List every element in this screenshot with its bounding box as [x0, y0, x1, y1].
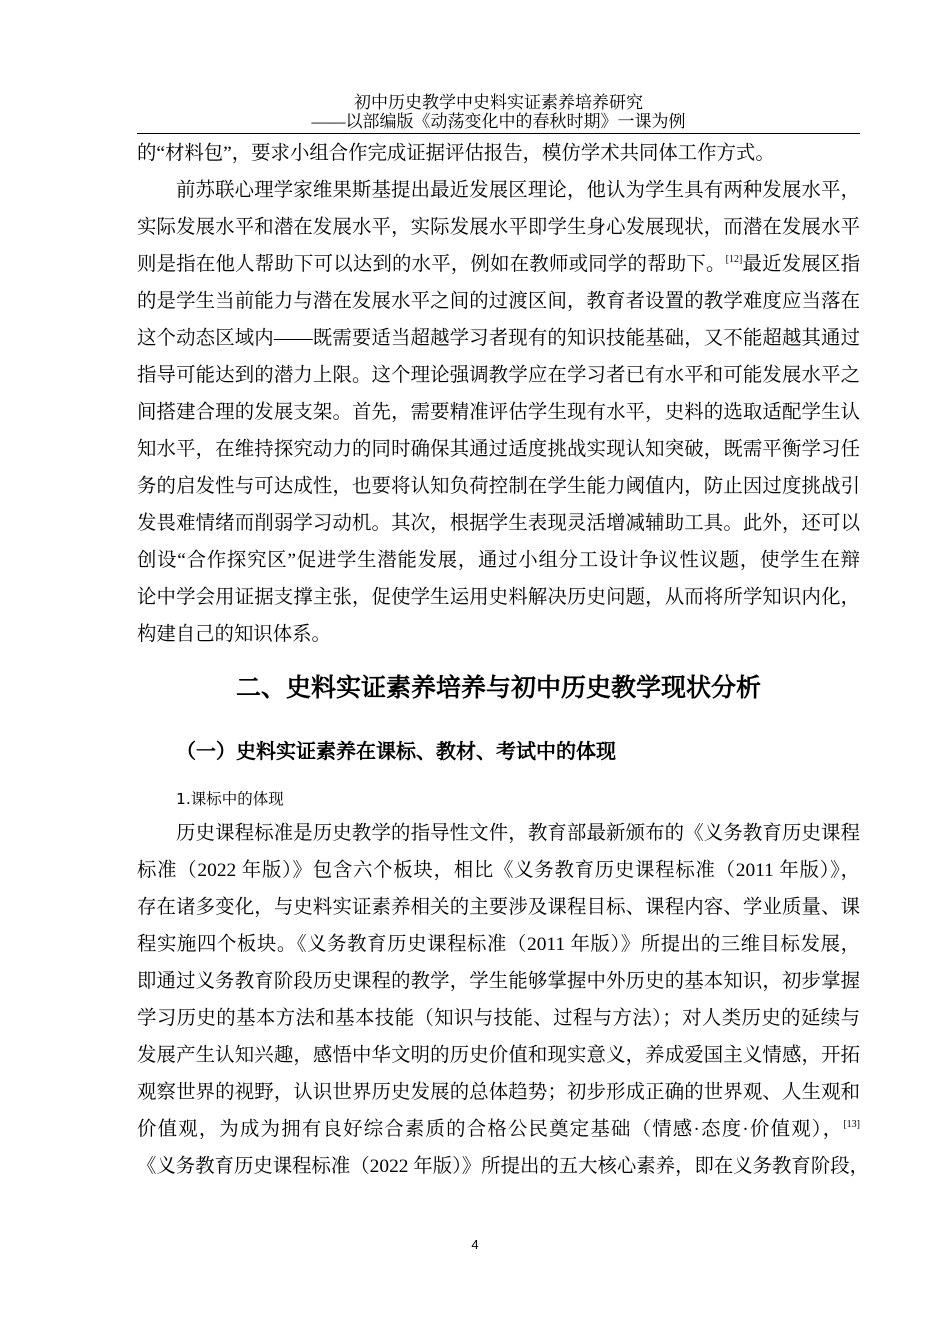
text-line-content: 这个动态区域内——既需要适当超越学习者现有的知识技能基础，又不能超越其通过	[137, 328, 860, 349]
text-line-content: 知水平，在维持探究动力的同时确保其通过适度挑战实现认知突破，既需平衡学习任	[137, 439, 860, 460]
text-line-content: 务的启发性与可达成性，也要将认知负荷控制在学生能力阈值内，防止因过度挑战引	[137, 476, 860, 497]
text-line-content: 创设“合作探究区”促进学生潜能发展，通过小组分工设计争议性议题，使学生在辩	[137, 550, 860, 571]
text-line	[137, 822, 860, 846]
running-header-subtitle: ——以部编版《动荡变化中的春秋时期》一课为例	[311, 112, 686, 131]
text-line-content: 的是学生当前能力与潜在发展水平之间的过渡区间，教育者设置的教学难度应当落在	[137, 291, 860, 312]
text-line-continuation: 最近发展区指	[742, 254, 861, 275]
text-line-content: 的“材料包”，要求小组合作完成证据评估报告，模仿学术共同体工作方式。	[137, 143, 775, 164]
text-line-content: 学习历史的基本方法和基本技能（知识与技能、过程与方法）；对人类历史的延续与	[137, 1008, 860, 1029]
text-line	[137, 623, 860, 647]
text-line	[137, 933, 860, 957]
citation-reference: [12]	[725, 254, 743, 265]
citation-reference: [13]	[843, 1119, 860, 1130]
text-line	[137, 586, 860, 610]
text-line	[137, 364, 860, 388]
text-line	[137, 1007, 860, 1031]
text-line-content: 标准（2022 年版）》包含六个板块，相比《义务教育历史课程标准（2011 年版）》，	[137, 860, 860, 881]
text-line	[137, 179, 860, 203]
running-header-title: 初中历史教学中史料实证素养培养研究	[354, 93, 643, 112]
text-line	[137, 142, 860, 166]
text-line-content: 历史课程标准是历史教学的指导性文件，教育部最新颁布的《义务教育历史课程	[176, 823, 860, 844]
text-line	[137, 216, 860, 240]
text-line	[137, 1155, 869, 1179]
text-line-content: 指导可能达到的潜力上限。这个理论强调教学应在学习者已有水平和可能发展水平之	[137, 365, 860, 386]
text-line-content: 间搭建合理的发展支架。首先，需要精准评估学生现有水平，史料的选取适配学生认	[137, 402, 860, 423]
text-line-content: 即通过义务教育阶段历史课程的教学，学生能够掌握中外历史的基本知识，初步掌握	[137, 971, 860, 992]
text-line-content: 观察世界的视野，认识世界历史发展的总体趋势；初步形成正确的世界观、人生观和	[137, 1082, 860, 1103]
text-line	[137, 1081, 860, 1105]
subsubsection-heading: 1.课标中的体现	[176, 790, 284, 808]
text-line-content: 论中学会用证据支撑主张，促使学生运用史料解决历史问题，从而将所学知识内化，	[137, 587, 860, 608]
text-line	[137, 1044, 860, 1068]
text-line	[137, 438, 860, 462]
text-line	[137, 253, 860, 277]
text-line	[137, 859, 860, 883]
subsection-heading: （一）史料实证素养在课标、教材、考试中的体现	[176, 739, 616, 763]
text-line-content: 发展产生认知兴趣，感悟中华文明的历史价值和现实意义，养成爱国主义情感，开拓	[137, 1045, 860, 1066]
text-line	[137, 896, 860, 920]
header-rule	[137, 133, 860, 134]
text-line-content: 发畏难情绪而削弱学习动机。其次，根据学生表现灵活增减辅助工具。此外，还可以	[137, 513, 860, 534]
text-line-content: 《义务教育历史课程标准（2022 年版）》所提出的五大核心素养，即在义务教育阶段，	[137, 1156, 869, 1177]
text-line	[137, 549, 860, 573]
text-line	[137, 512, 860, 536]
text-line	[137, 475, 860, 499]
text-line-content: 则是指在他人帮助下可以达到的水平，例如在教师或同学的帮助下。	[137, 254, 726, 275]
text-line	[137, 970, 860, 994]
page-number: 4	[471, 1237, 479, 1252]
text-line-content: 构建自己的知识体系。	[137, 624, 331, 645]
text-line-content: 程实施四个板块。《义务教育历史课程标准（2011 年版）》所提出的三维目标发展，	[137, 934, 860, 955]
text-line-content: 实际发展水平和潜在发展水平，实际发展水平即学生身心发展现状，而潜在发展水平	[137, 217, 860, 238]
section-heading: 二、史料实证素养培养与初中历史教学现状分析	[235, 673, 761, 702]
text-line-content: 价值观，为成为拥有良好综合素质的合格公民奠定基础（情感·态度·价值观），	[137, 1119, 844, 1140]
text-line	[137, 290, 860, 314]
text-line-content: 前苏联心理学家维果斯基提出最近发展区理论，他认为学生具有两种发展水平，	[176, 180, 860, 201]
text-line	[137, 401, 860, 425]
text-line	[137, 327, 860, 351]
text-line-content: 存在诸多变化，与史料实证素养相关的主要涉及课程目标、课程内容、学业质量、课	[137, 897, 860, 918]
text-line	[137, 1118, 860, 1142]
